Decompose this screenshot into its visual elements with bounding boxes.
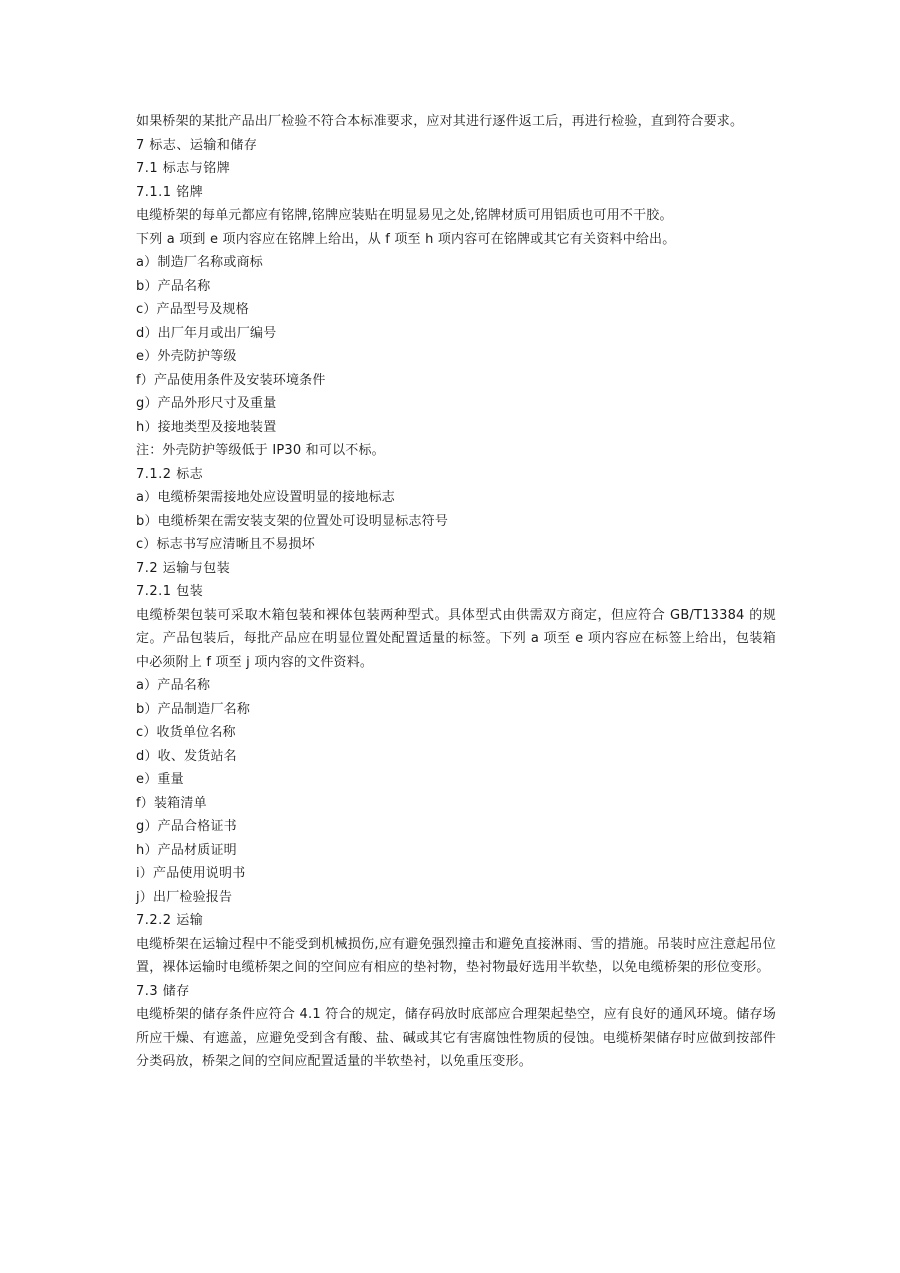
package-item: h）产品材质证明 bbox=[136, 842, 237, 858]
section-7-1-2-heading: 7.1.2 标志 bbox=[136, 466, 204, 482]
nameplate-item: h）接地类型及接地装置 bbox=[136, 419, 277, 435]
section-7-1-heading: 7.1 标志与铭牌 bbox=[136, 161, 231, 176]
transport-paragraph: 电缆桥架在运输过程中不能受到机械损伤,应有避免强烈撞击和避免直接淋雨、雪的措施。吊装时应注意起吊位置，裸体运输时电缆桥架之间的空间应有相应的垫衬物，垫衬物最好选用半软垫，以免电缆桥架的形位变形。 bbox=[136, 936, 776, 975]
section-7-2-heading: 7.2 运输与包装 bbox=[136, 560, 231, 576]
package-item: f）装箱清单 bbox=[136, 795, 207, 811]
storage-paragraph: 电缆桥架的储存条件应符合 4.1 符合的规定，储存码放时底部应合理架起垫空，应有良好的通风环境。储存场所应干燥、有遮盖，应避免受到含有酸、盐、碱或其它有害腐蚀性物质的侵蚀。电缆桥架储存时应做到按部件分类码放，桥架之间的空间应配置适量的半软垫衬，以免重压变形。 bbox=[136, 1007, 776, 1069]
nameplate-item: c）产品型号及规格 bbox=[136, 302, 249, 317]
nameplate-paragraph-1: 电缆桥架的每单元都应有铭牌,铭牌应装贴在明显易见之处,铭牌材质可用铝质也可用不干胶。 bbox=[136, 208, 673, 223]
nameplate-item: g）产品外形尺寸及重量 bbox=[136, 396, 277, 411]
nameplate-item: f）产品使用条件及安装环境条件 bbox=[136, 372, 326, 388]
section-7-1-1-heading: 7.1.1 铭牌 bbox=[136, 184, 204, 200]
nameplate-item: d）出厂年月或出厂编号 bbox=[136, 325, 277, 341]
nameplate-note: 注：外壳防护等级低于 IP30 和可以不标。 bbox=[136, 443, 385, 458]
mark-item: a）电缆桥架需接地处应设置明显的接地标志 bbox=[136, 490, 395, 505]
document-page bbox=[136, 110, 776, 1074]
nameplate-item: b）产品名称 bbox=[136, 278, 211, 294]
mark-item: b）电缆桥架在需安装支架的位置处可设明显标志符号 bbox=[136, 513, 449, 529]
package-item: g）产品合格证书 bbox=[136, 819, 237, 834]
package-item: a）产品名称 bbox=[136, 678, 211, 693]
section-7-2-1-heading: 7.2.1 包装 bbox=[136, 584, 204, 599]
section-7-heading: 7 标志、运输和储存 bbox=[136, 137, 258, 153]
package-item: d）收、发货站名 bbox=[136, 748, 237, 764]
packaging-paragraph: 电缆桥架包装可采取木箱包装和裸体包装两种型式。具体型式由供需双方商定，但应符合 GB/T13384 的规定。产品包装后，每批产品应在明显位置处配置适量的标签。下列 a 项至 e 项内容应在标签上给出，包装箱中必须附上 f 项至 j 项内容的文件资料。 bbox=[136, 607, 776, 670]
nameplate-item: e）外壳防护等级 bbox=[136, 349, 237, 364]
section-7-3-heading: 7.3 储存 bbox=[136, 983, 190, 999]
nameplate-paragraph-2: 下列 a 项到 e 项内容应在铭牌上给出，从 f 项至 h 项内容可在铭牌或其它有关资料中给出。 bbox=[136, 231, 676, 247]
package-item: j）出厂检验报告 bbox=[136, 889, 233, 905]
mark-item: c）标志书写应清晰且不易损坏 bbox=[136, 537, 315, 552]
package-item: i）产品使用说明书 bbox=[136, 866, 246, 881]
package-item: b）产品制造厂名称 bbox=[136, 701, 251, 717]
package-item: e）重量 bbox=[136, 772, 184, 787]
section-7-2-2-heading: 7.2.2 运输 bbox=[136, 913, 204, 928]
nameplate-item: a）制造厂名称或商标 bbox=[136, 255, 263, 270]
intro-paragraph: 如果桥架的某批产品出厂检验不符合本标准要求，应对其进行逐件返工后，再进行检验，直到符合要求。 bbox=[136, 114, 744, 129]
package-item: c）收货单位名称 bbox=[136, 725, 236, 740]
